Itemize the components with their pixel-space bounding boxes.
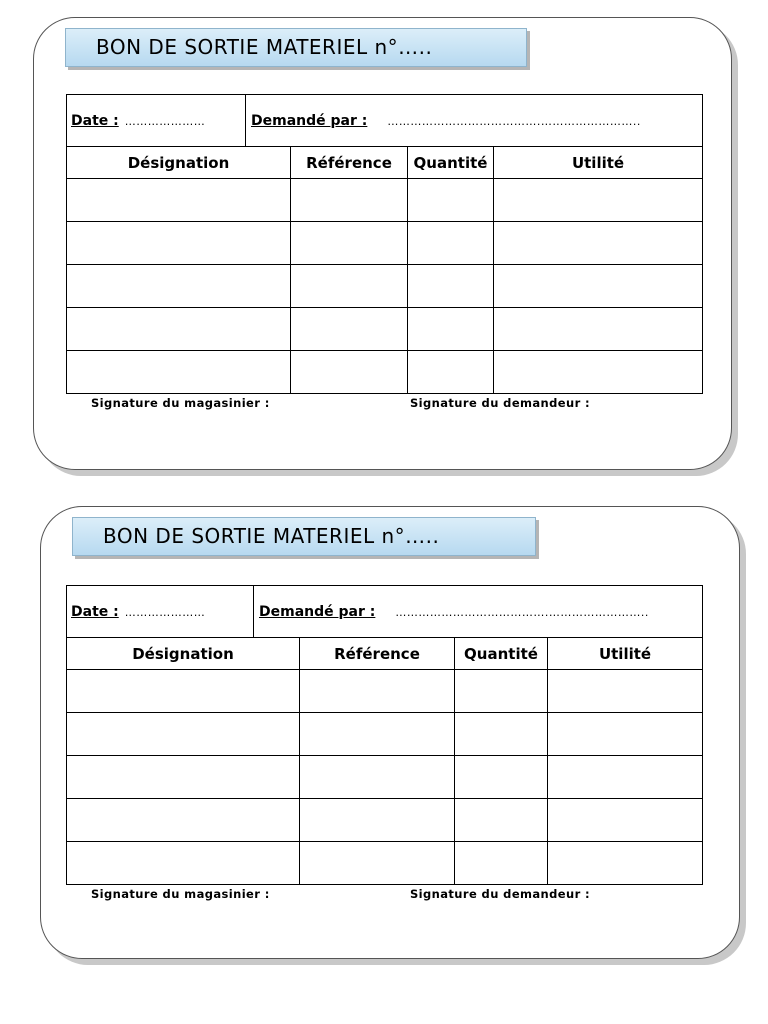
signature-requester: Signature du demandeur :: [410, 396, 591, 410]
utility-cell[interactable]: [494, 265, 703, 308]
quantity-cell[interactable]: [455, 756, 548, 799]
utility-cell[interactable]: [548, 799, 703, 842]
quantity-cell[interactable]: [408, 265, 494, 308]
designation-cell[interactable]: [67, 756, 300, 799]
column-header-reference: Référence: [300, 638, 455, 670]
reference-cell[interactable]: [300, 713, 455, 756]
signature-requester: Signature du demandeur :: [410, 887, 591, 901]
utility-cell[interactable]: [494, 308, 703, 351]
utility-cell[interactable]: [548, 842, 703, 885]
reference-cell[interactable]: [291, 308, 408, 351]
form-title: BON DE SORTIE MATERIEL n°…..: [65, 28, 527, 67]
reference-cell[interactable]: [291, 179, 408, 222]
quantity-cell[interactable]: [455, 670, 548, 713]
reference-cell[interactable]: [300, 842, 455, 885]
utility-cell[interactable]: [548, 756, 703, 799]
reference-cell[interactable]: [291, 222, 408, 265]
column-header-quantity: Quantité: [408, 147, 494, 179]
utility-cell[interactable]: [548, 713, 703, 756]
designation-cell[interactable]: [67, 670, 300, 713]
table-row: [67, 670, 703, 713]
table-row: [67, 756, 703, 799]
designation-cell[interactable]: [67, 799, 300, 842]
table-row: [67, 308, 703, 351]
signature-storekeeper: Signature du magasinier :: [91, 887, 270, 901]
quantity-cell[interactable]: [408, 308, 494, 351]
column-header-designation: Désignation: [67, 147, 291, 179]
exit-slip-form-1: [33, 17, 732, 470]
date-dots: …………………: [124, 605, 206, 619]
column-header-utility: Utilité: [494, 147, 703, 179]
requested-by-dots: ………………………………….……………………..: [395, 605, 649, 619]
utility-cell[interactable]: [494, 351, 703, 394]
quantity-cell[interactable]: [455, 799, 548, 842]
table-row: [67, 265, 703, 308]
form-title: BON DE SORTIE MATERIEL n°…..: [72, 517, 536, 556]
date-dots: …………………: [124, 114, 206, 128]
reference-cell[interactable]: [300, 799, 455, 842]
table-row: [67, 713, 703, 756]
column-header-designation: Désignation: [67, 638, 300, 670]
table-row: [67, 179, 703, 222]
date-field[interactable]: [67, 95, 246, 147]
reference-cell[interactable]: [300, 670, 455, 713]
table-row: [67, 842, 703, 885]
designation-cell[interactable]: [67, 713, 300, 756]
form-table: [66, 585, 703, 885]
quantity-cell[interactable]: [408, 351, 494, 394]
quantity-cell[interactable]: [408, 179, 494, 222]
designation-cell[interactable]: [67, 842, 300, 885]
requested-by-label: Demandé par :: [259, 603, 376, 620]
form-table: [66, 94, 703, 394]
quantity-cell[interactable]: [408, 222, 494, 265]
designation-cell[interactable]: [67, 351, 291, 394]
quantity-cell[interactable]: [455, 842, 548, 885]
reference-cell[interactable]: [300, 756, 455, 799]
date-label: Date :: [71, 603, 119, 620]
designation-cell[interactable]: [67, 265, 291, 308]
table-row: [67, 222, 703, 265]
exit-slip-form-2: [40, 506, 740, 959]
quantity-cell[interactable]: [455, 713, 548, 756]
requested-by-field[interactable]: [246, 95, 703, 147]
signature-storekeeper: Signature du magasinier :: [91, 396, 270, 410]
table-row: [67, 799, 703, 842]
designation-cell[interactable]: [67, 222, 291, 265]
column-header-utility: Utilité: [548, 638, 703, 670]
column-header-quantity: Quantité: [455, 638, 548, 670]
reference-cell[interactable]: [291, 265, 408, 308]
designation-cell[interactable]: [67, 179, 291, 222]
column-header-reference: Référence: [291, 147, 408, 179]
requested-by-label: Demandé par :: [251, 112, 368, 129]
date-field[interactable]: [67, 586, 254, 638]
utility-cell[interactable]: [494, 222, 703, 265]
requested-by-dots: ………………………………….……………………..: [387, 114, 641, 128]
designation-cell[interactable]: [67, 308, 291, 351]
reference-cell[interactable]: [291, 351, 408, 394]
date-label: Date :: [71, 112, 119, 129]
utility-cell[interactable]: [548, 670, 703, 713]
table-row: [67, 351, 703, 394]
utility-cell[interactable]: [494, 179, 703, 222]
requested-by-field[interactable]: [254, 586, 703, 638]
